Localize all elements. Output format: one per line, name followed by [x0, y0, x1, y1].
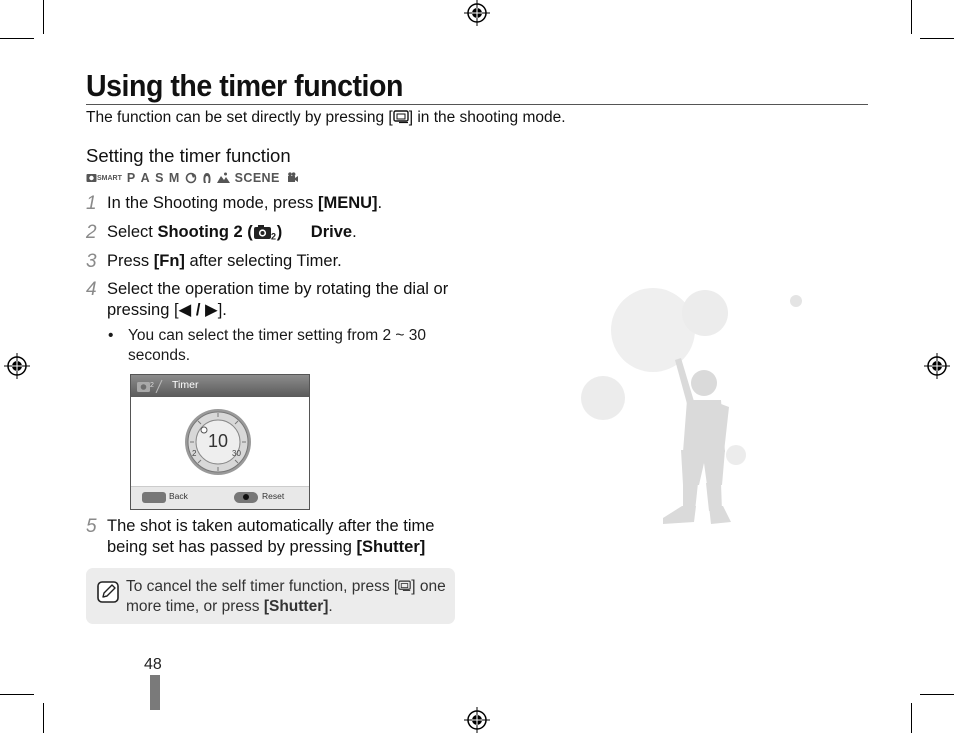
- step-number: 5: [86, 516, 97, 537]
- back-button-icon: [142, 492, 166, 503]
- crop-mark: [920, 38, 954, 39]
- night-scene-mode-icon: [217, 172, 230, 184]
- crop-mark: [0, 38, 34, 39]
- beauty-shot-mode-icon: [202, 172, 212, 184]
- step-number: 1: [86, 193, 97, 214]
- camera-shooting2-icon: [253, 224, 277, 240]
- crop-mark: [911, 0, 912, 34]
- shutter-priority-mode-icon: S: [155, 171, 164, 185]
- reset-label: Reset: [262, 491, 285, 501]
- step-number: 4: [86, 279, 97, 300]
- crop-mark: [0, 694, 34, 695]
- back-label: Back: [169, 491, 188, 501]
- intro-text: The function can be set directly by pressing [ ] in the shooting mode.: [86, 109, 566, 126]
- scene-mode-icon: SCENE: [234, 171, 280, 185]
- registration-mark-icon: [464, 0, 490, 26]
- lcd-footer: [131, 486, 309, 509]
- manual-mode-icon: M: [168, 171, 180, 185]
- mode-icons: [86, 170, 298, 186]
- note-text: To cancel the self timer function, press [ ] one more time, or press [Shutter].: [126, 578, 446, 615]
- dial-value: 10: [208, 431, 229, 451]
- movie-mode-icon: [285, 172, 298, 184]
- step-number: 2: [86, 222, 97, 243]
- crop-mark: [911, 703, 912, 733]
- camera-lcd-screen: [130, 374, 310, 510]
- bullet-mark: •: [108, 327, 114, 344]
- aperture-priority-mode-icon: A: [140, 171, 151, 185]
- crop-mark: [920, 694, 954, 695]
- ok-button-icon: [234, 492, 258, 503]
- page-number: 48: [144, 656, 162, 673]
- note-pencil-icon: [97, 581, 119, 603]
- timer-button-icon: [398, 580, 411, 592]
- dial-max-label: 30: [232, 449, 241, 458]
- note-box: [86, 568, 455, 624]
- registration-mark-icon: [4, 353, 30, 379]
- page-title: Using the timer function: [86, 68, 403, 103]
- timer-button-icon: [393, 110, 409, 124]
- svg-text:2: 2: [270, 231, 276, 240]
- crop-mark: [43, 703, 44, 733]
- step-number: 3: [86, 251, 97, 272]
- registration-mark-icon: [924, 353, 950, 379]
- dual-is-mode-icon: [185, 172, 197, 184]
- smart-auto-mode-icon: SMART: [86, 172, 122, 184]
- registration-mark-icon: [464, 707, 490, 733]
- title-rule: [86, 104, 868, 105]
- dial-min-label: 2: [192, 449, 197, 458]
- crop-mark: [43, 0, 44, 34]
- section-heading: Setting the timer function: [86, 145, 291, 166]
- lcd-tab-sub: 2: [150, 382, 154, 389]
- lcd-header-label: Timer: [172, 379, 199, 391]
- page-tab-bar: [150, 675, 160, 710]
- lcd-header: [131, 375, 309, 397]
- child-pointing-illustration: [575, 280, 815, 540]
- program-mode-icon: P: [126, 171, 136, 185]
